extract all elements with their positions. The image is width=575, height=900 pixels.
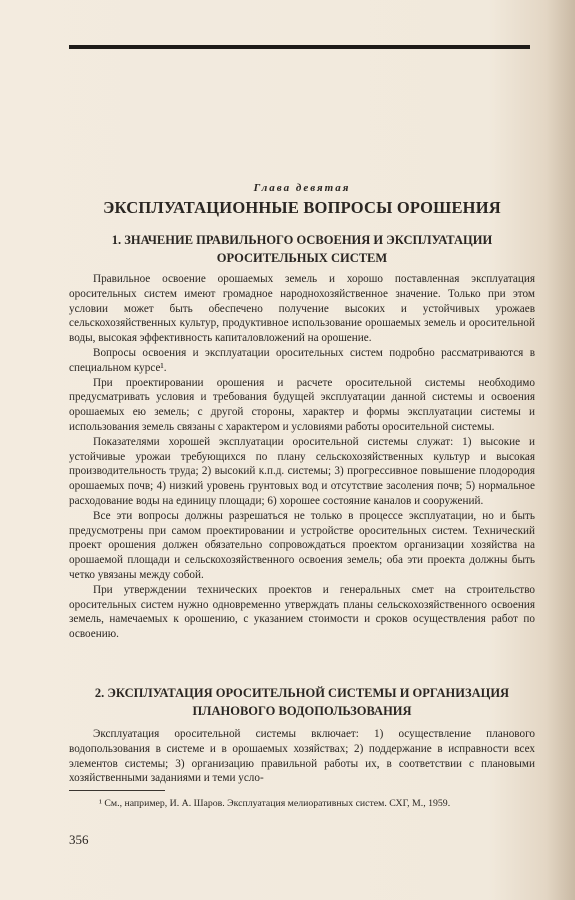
paragraph: Правильное освоение орошаемых земель и хорошо поставленная эксплуатация оросительных систем имеют громадное народнохозяйственное значение. Только при этом условии может быть обеспечено получение высоких и устойчивых урожаев сельскохозяйственных культур, продуктивное использование орошаемых земель и оросительной воды, высокая эффективность капиталовложений на орошение. xyxy=(69,273,535,345)
footnote-rule xyxy=(69,790,165,791)
paragraph: При проектировании орошения и расчете оросительной системы необходимо предусматривать условия и требования будущей эксплуатации данной системы и освоения орошаемых ею земель; с другой стороны, характер и формы эксплуатации системы и использования земель связаны с характером и условиями работы оросительной системы. xyxy=(69,376,535,433)
footnote: ¹ См., например, И. А. Шаров. Эксплуатация мелиоративных систем. СХГ, М., 1959. xyxy=(99,798,451,809)
section-1-body xyxy=(69,272,535,642)
page-number: 356 xyxy=(69,832,89,847)
section-1-title: 1. ЗНАЧЕНИЕ ПРАВИЛЬНОГО ОСВОЕНИЯ И ЭКСПЛУАТАЦИИ ОРОСИТЕЛЬНЫХ СИСТЕМ xyxy=(111,233,493,265)
paragraph: При утверждении технических проектов и генеральных смет на строительство оросительных систем нужно одновременно утверждать планы сельскохозяйственного освоения земель, намечаемых к орошению, с указанием стоимости и сроков осуществления работ по освоению. xyxy=(69,583,535,641)
chapter-label: Глава девятая xyxy=(253,182,351,194)
chapter-title: ЭКСПЛУАТАЦИОННЫЕ ВОПРОСЫ ОРОШЕНИЯ xyxy=(103,198,501,217)
section-2-body xyxy=(69,727,535,786)
paragraph: Эксплуатация оросительной системы включает: 1) осуществление планового водопользования в системе и в орошаемых хозяйствах; 2) поддержание в исправности всех элементов системы; 3) организацию правильной работы их, в соответствии с плановыми хозяйственными заданиями и теми усло- xyxy=(69,728,535,785)
top-rule xyxy=(69,45,530,49)
paragraph: Вопросы освоения и эксплуатации оросительных систем подробно рассматриваются в специальном курсе¹. xyxy=(69,346,535,374)
paragraph: Показателями хорошей эксплуатации оросительной системы служат: 1) высокие и устойчивые урожаи требующихся по плану сельскохозяйственных культур и высокая производительность труда; 2) высокий к.п.д. системы; 3) прогрессивное повышение плодородия орошаемых почв; 4) низкий уровень грунтовых вод и отсутствие засоления почв; 5) нормальное расходование воды на единицу площади; 6) хорошее состояние каналов и сооружений. xyxy=(69,435,535,507)
paragraph: Все эти вопросы должны разрешаться не только в процессе эксплуатации, но и быть предусмотрены при самом проектировании и устройстве оросительных систем. Технический проект орошения должен обязательно сопровождаться проектом организации хозяйства на орошаемой площади и сельскохозяйственного освоения земель; оба эти проекта должны быть четко увязаны между собой. xyxy=(69,509,535,581)
section-2-title: 2. ЭКСПЛУАТАЦИЯ ОРОСИТЕЛЬНОЙ СИСТЕМЫ И ОРГАНИЗАЦИЯ ПЛАНОВОГО ВОДОПОЛЬЗОВАНИЯ xyxy=(94,686,510,718)
